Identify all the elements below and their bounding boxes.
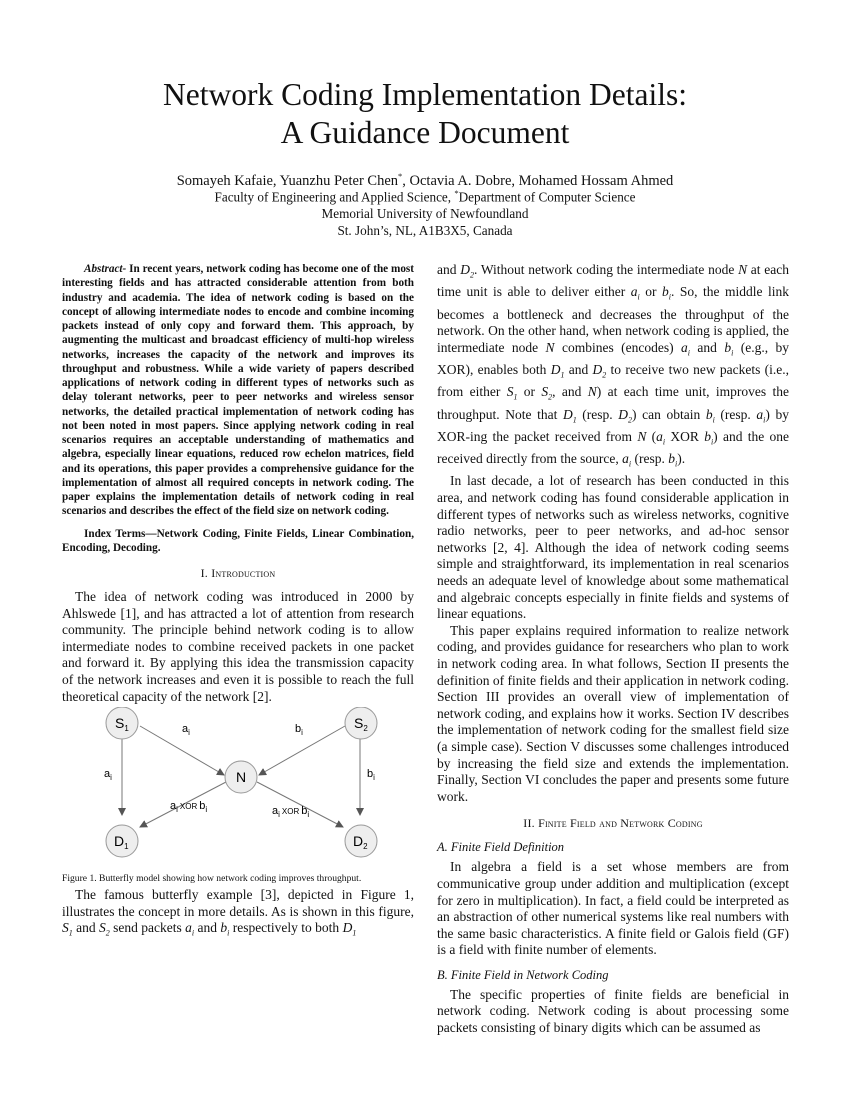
edge-label-n-d1: $a_i$ $^{XOR}$ $b_i$ (170, 800, 208, 815)
node-d1-label: $D_1$ (114, 833, 129, 852)
edge-label-s1-d1: $a_i$ (104, 768, 112, 783)
figure-caption: Figure 1. Butterfly model showing how network coding improves throughput. (62, 873, 362, 885)
intro-paragraph-2: The famous butterfly example [3], depicted in Figure 1, illustrates the concept in more details. As is shown in this figure, $S_1$ and $S_2$ send packets $a_i$ and $b_i$ respectively to both $D_1$ (62, 887, 414, 939)
subsection-a-heading: A. Finite Field Definition (437, 840, 565, 855)
edge-label-s1-n: $a_i$ (182, 723, 190, 738)
affiliation-line-3: St. John’s, NL, A1B3X5, Canada (337, 222, 513, 238)
author-mark: * (398, 171, 403, 181)
edge-label-s2-d2: $b_i$ (367, 768, 375, 783)
authors-part-1: Somayeh Kafaie, Yuanzhu Peter Chen (176, 172, 399, 189)
subsection-b-heading: B. Finite Field in Network Coding (437, 967, 609, 982)
subsection-b-text: The specific properties of finite fields are beneficial in network coding. Network coding is about processing some packets consisting of binary digits which can be assumed as (437, 986, 789, 1036)
affiliation-line-1a: Faculty of Engineering and Applied Science, (214, 189, 455, 205)
node-s1-label: $S_1$ (115, 715, 129, 734)
authors-part-2: , Octavia A. Dobre, Mohamed Hossam Ahmed (402, 172, 674, 189)
node-d2-label: $D_2$ (353, 833, 368, 852)
abstract-body: In recent years, network coding has become one of the most interesting fields and has attracted considerable attention from both industry and academia. The idea of network coding is based on the concept of allowing intermediate nodes to encode and combine incoming packets instead of only copy and forward them. This approach, by augmenting the multicast and broadcast efficiency of multi-hop wireless networks, increases the capacity of the network and improves its throughput and robustness. While a wide variety of papers described applications of network coding in different types of networks such as delay tolerant networks, peer to peer networks and wireless sensor networks, the detailed practical implementation of network coding has not been noted in most papers. Since applying network coding in real scenarios requires an acceptable understanding of mathematics and algebra, especially linear equations, reduced row echelon matrices, field and its operations, this paper provides a comprehensive guidance for the implementation of almost all required concepts in network coding. The paper explains the implementation details of network coding in real scenarios and describes the effect of the field size on network coding. (62, 263, 414, 518)
edge-label-s2-n: $b_i$ (295, 723, 303, 738)
butterfly-diagram (62, 707, 414, 871)
left-column (62, 262, 414, 943)
node-n-label: N (236, 769, 247, 786)
right-paragraph-1: and $D_2$. Without network coding the intermediate node N at each time unit is able to deliver either $a_i$ or $b_i$. So, the middle link becomes a bottleneck and decreases the throughput of the network. On the other hand, when network coding is applied, the intermediate node N combines (encodes) $a_i$ and $b_i$ (e.g., by XOR), enables both $D_1$ and $D_2$ to receive two new packets (i.e., from either $S_1$ or $S_2$, and N) at each time unit, improves the throughput. Note that $D_1$ (resp. $D_2$) can obtain $b_i$ (resp. $a_i$) by XOR-ing the packet received from N ($a_i$ XOR $b_i$) and the one received directly from the source, $a_i$ (resp. $b_i$). (437, 262, 790, 469)
index-terms: Index Terms—Network Coding, Finite Fields, Linear Combination, Encoding, Decoding. (62, 527, 414, 554)
paper-title (0, 76, 850, 152)
affiliation-line-2: Memorial University of Newfoundland (321, 206, 529, 222)
abstract-lead: Abstract- (84, 263, 127, 275)
abstract (62, 262, 414, 519)
affiliation (0, 185, 850, 240)
section-2-heading: II. Finite Field and Network Coding (523, 816, 703, 831)
affiliation-line-1b: Department of Computer Science (458, 189, 636, 205)
subsection-a-text: In algebra a field is a set whose members are from communicative group under addition and multiplication (except for zero in multiplication). In fact, a field could be interpreted as an abstraction of other numerical systems like real numbers with the same basic characteristics. A finite field or Galois field (GF) is a field with finite number of elements. (437, 859, 789, 958)
edge-n-d2 (257, 782, 343, 827)
right-paragraph-3: This paper explains required information to realize network coding, and provides guidance for researchers who plan to work in network coding area. In what follows, Section II presents the definition of finite fields and their application in network coding. Section III provides an overall view of implementation of network coding, and explains how it works. Section IV describes the implementation of network coding for the smallest field size (a simple case). Section V discusses some challenges introduced by increasing the field size and extends the implementation. Finally, Section VI concludes the paper and presents some future work. (437, 622, 789, 804)
right-paragraph-2: In last decade, a lot of research has been conducted in this area, and network coding has found considerable application in different types of networks such as wireless networks, cognitive radio networks, peer to peer networks, and ad-hoc sensor networks [2, 4]. Although the idea of network coding seems simple and straightforward, its implementation in real scenarios needs an adequate level of knowledge about some mathematical and algebraic concepts especially in finite fields and systems of linear equations. (437, 473, 789, 622)
node-s2-label: $S_2$ (354, 715, 368, 734)
edge-label-n-d2: $a_i$ $^{XOR}$ $b_i$ (272, 805, 310, 820)
intro-paragraph-1: The idea of network coding was introduced in 2000 by Ahlswede [1], and has attracted a lot of attention from research community. The principle behind network coding is to allow intermediate nodes to combine received packets in one packet and forward it. By applying this idea the transmission capacity of the network increases and even it is possible to reach the full theoretical capacity of the network [2]. (62, 589, 414, 704)
title-line-1: Network Coding Implementation Details: (162, 77, 688, 112)
section-1-heading: I. Introduction (200, 566, 276, 580)
affiliation-mark: * (454, 188, 459, 198)
butterfly-figure (62, 707, 414, 871)
title-line-2: A Guidance Document (280, 115, 570, 150)
right-column (437, 262, 789, 1037)
